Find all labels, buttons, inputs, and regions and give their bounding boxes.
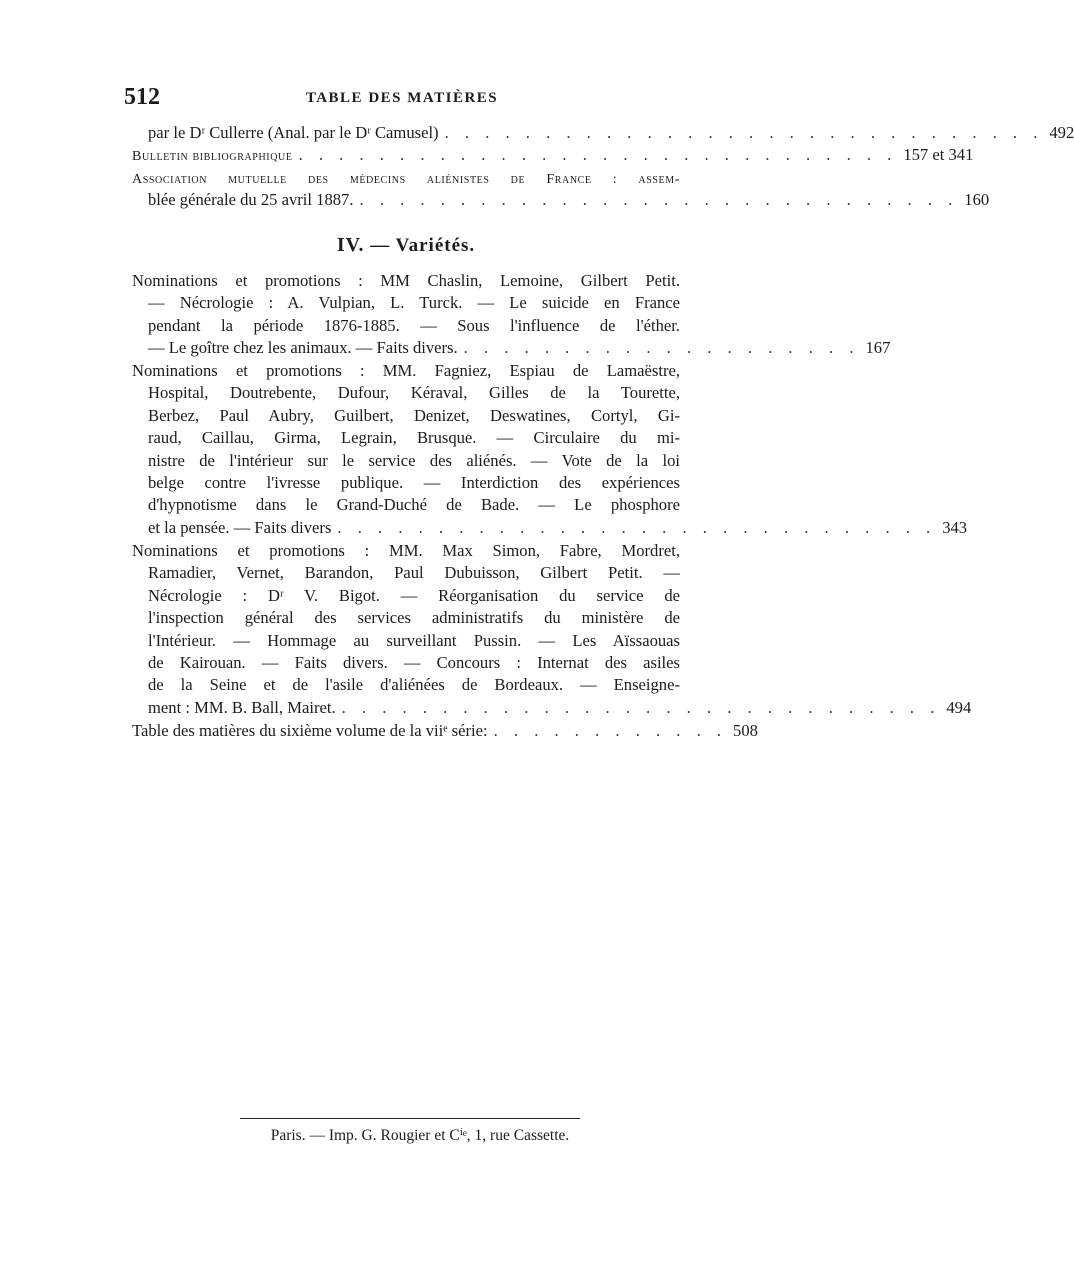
leader-dots: . . . . . . . . . . . . . . . . . . . . . . . . . . . . . . <box>337 517 937 537</box>
entry-page: 343 <box>942 517 968 537</box>
entry-line <box>132 450 680 472</box>
toc-entry <box>132 720 758 742</box>
imprint-rule <box>240 1118 580 1119</box>
entry-line <box>132 360 680 382</box>
toc-entry <box>132 144 974 166</box>
variete-entry <box>132 540 972 719</box>
entry-line-text: Nominations et promotions : MM. Max Simon, Fabre, Mordret, <box>132 541 680 560</box>
entry-page: 167 <box>865 338 891 358</box>
entry-page: 157 et 341 <box>903 145 974 165</box>
entry-text: par le Dʳ Cullerre (Anal. par le Dʳ Camusel) <box>148 123 439 142</box>
entry-line <box>132 382 680 404</box>
entry-line-text: l'Intérieur. — Hommage au surveillant Pussin. — Les Aïssaouas <box>148 630 680 650</box>
leader-dots: . . . . . . . . . . . . . . . . . . . . . . . . . . . . . . <box>359 190 959 210</box>
entry-line-text: ment : MM. B. Ball, Mairet. <box>148 697 336 717</box>
entry-line-text: d'hypnotisme dans le Grand-Duché de Bade. — Le phosphore <box>148 495 680 515</box>
entry-line <box>132 405 680 427</box>
entry-line <box>132 652 680 674</box>
entry-line-text: Hospital, Doutrebente, Dufour, Kéraval, Gilles de la Tourette, <box>148 383 680 403</box>
entry-text: Bulletin bibliographique <box>132 149 293 165</box>
entry-line <box>132 562 680 584</box>
leader-dots: . . . . . . . . . . . . . . . . . . . . . . . . . . . . . . <box>298 145 898 165</box>
entry-line <box>132 494 680 516</box>
entry-text: blée générale du 25 avril 1887. <box>148 190 354 210</box>
section-dash: — <box>370 235 391 256</box>
toc-entry <box>132 122 1074 144</box>
entry-line <box>132 427 680 449</box>
entry-line-text: — Le goître chez les animaux. — Faits divers. <box>148 338 458 358</box>
variete-entry <box>132 360 968 539</box>
page-header <box>124 84 680 114</box>
entry-line <box>132 472 680 494</box>
top-entries <box>132 122 1074 212</box>
entry-line-text: l'inspection général des services administratifs du ministère de <box>148 608 680 628</box>
leader-dots: . . . . . . . . . . . . <box>493 721 728 740</box>
entry-line-text: — Nécrologie : A. Vulpian, L. Turck. — Le suicide en France <box>148 293 680 313</box>
leader-dots: . . . . . . . . . . . . . . . . . . . . <box>463 338 860 358</box>
entry-page: 492 <box>1049 123 1074 142</box>
running-title: TABLE DES MATIÈRES <box>305 90 499 106</box>
entry-line-text: nistre de l'intérieur sur le service des aliénés. — Vote de la loi <box>148 450 680 470</box>
page-number: 512 <box>124 84 160 110</box>
entry-line-text: belge contre l'ivresse publique. — Interdiction des expériences <box>148 472 680 492</box>
entry-page: 160 <box>964 190 990 210</box>
entry-page: 494 <box>946 697 972 717</box>
entry-line-text: Berbez, Paul Aubry, Guilbert, Denizet, Deswatines, Cortyl, Gi- <box>148 405 680 425</box>
entry-line-text: et la pensée. — Faits divers <box>148 517 332 537</box>
entry-line <box>132 697 972 719</box>
entry-line <box>132 540 680 562</box>
closing-entry <box>132 720 758 742</box>
entry-line <box>132 337 891 359</box>
entry-text: Table des matières du sixième volume de la viiᵉ série: <box>132 721 488 740</box>
printer-imprint: Paris. — Imp. G. Rougier et Cⁱᵉ, 1, rue Cassette. <box>270 1127 570 1144</box>
entry-line <box>132 270 680 292</box>
entry-text: Association mutuelle des médecins aliénistes de France : assem- <box>132 171 680 187</box>
variete-entry <box>132 270 891 360</box>
entry-line-text: raud, Caillau, Girma, Legrain, Brusque. — Circulaire du mi- <box>148 428 680 448</box>
entry-line-text: Nécrologie : Dʳ V. Bigot. — Réorganisation du service de <box>148 585 680 605</box>
entry-line <box>132 585 680 607</box>
section-heading <box>132 234 680 257</box>
leader-dots: . . . . . . . . . . . . . . . . . . . . . . . . . . . . . . <box>444 123 1044 142</box>
section-numeral: IV. <box>336 234 365 256</box>
entry-line-text: de Kairouan. — Faits divers. — Concours : Internat des asiles <box>148 652 680 672</box>
entry-line <box>132 674 680 696</box>
entry-line-text: Nominations et promotions : MM. Fagniez, Espiau de Lamaëstre, <box>132 361 680 380</box>
entry-line-text: de la Seine et de l'asile d'aliénées de Bordeaux. — Enseigne- <box>148 675 680 695</box>
entry-line-text: pendant la période 1876-1885. — Sous l'influence de l'éther. <box>148 315 680 335</box>
entry-line <box>132 517 968 539</box>
entry-page: 508 <box>733 721 758 740</box>
toc-entry <box>132 167 680 189</box>
entry-line-text: Nominations et promotions : MM Chaslin, Lemoine, Gilbert Petit. <box>132 271 680 290</box>
section-title: Variétés. <box>395 235 476 256</box>
entry-line <box>132 607 680 629</box>
entry-line <box>132 630 680 652</box>
entry-line-text: Ramadier, Vernet, Barandon, Paul Dubuisson, Gilbert Petit. — <box>148 563 680 583</box>
leader-dots: . . . . . . . . . . . . . . . . . . . . . . . . . . . . . . <box>341 697 941 717</box>
toc-entry <box>132 189 990 211</box>
entry-line <box>132 292 680 314</box>
entry-line <box>132 315 680 337</box>
